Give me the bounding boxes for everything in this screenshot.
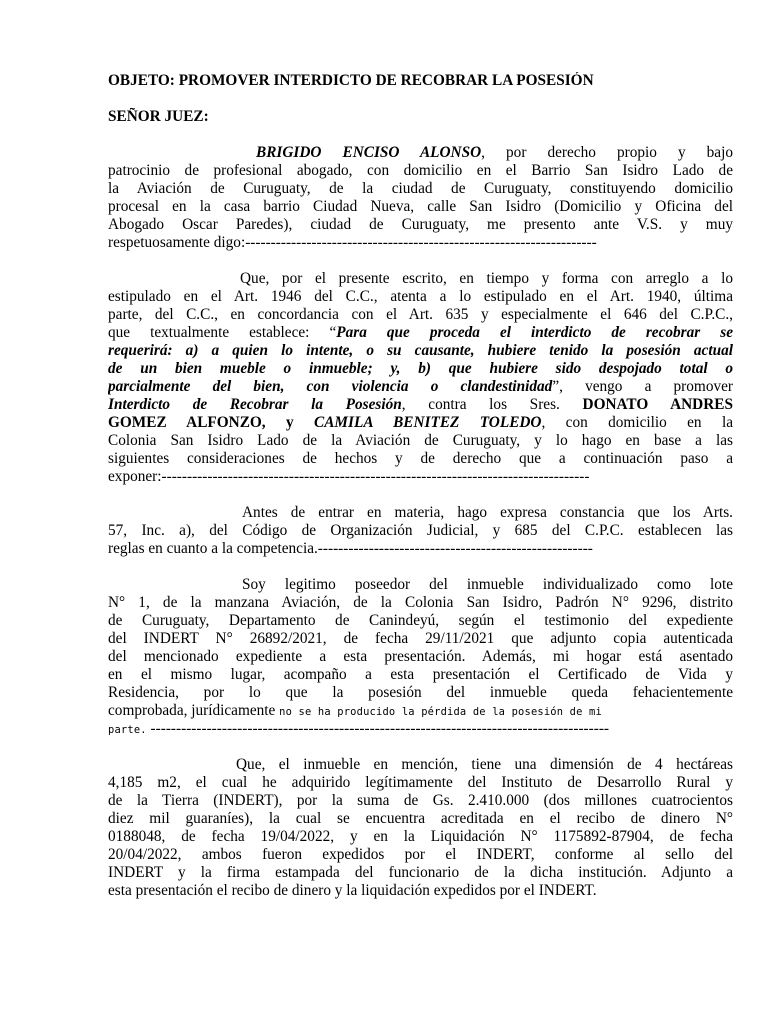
p5-line-7: INDERT y la firma estampada del funcionario de la dicha institución. Adjunto a	[108, 864, 733, 881]
p5-line-2: 4,185 m2, el cual he adquirido legítimamente del Instituto de Desarrollo Rural y	[108, 774, 733, 791]
judge-salutation: SEÑOR JUEZ:	[108, 108, 209, 125]
p1-line-3: la Aviación de Curuguaty, de la ciudad de Curuguaty, constituyendo domicilio	[108, 180, 733, 197]
petitioner-name: BRIGIDO ENCISO ALONSO	[256, 144, 482, 161]
action-title: Interdicto de Recobrar la Posesión	[108, 396, 402, 413]
legal-quote: Para que proceda el interdicto de recobrar se	[336, 324, 733, 341]
p2-line-8: Interdicto de Recobrar la Posesión, contra los Sres. DONATO ANDRES	[108, 396, 733, 413]
p4-line-5: del mencionado expediente a esta presentación. Además, mi hogar está asentado	[108, 648, 733, 665]
p4-line-4: del INDERT N° 26892/2021, de fecha 29/11/2021 que adjunto copia autenticada	[108, 630, 733, 647]
p4-line-9: parte. ------------------------------------------------------------------------------------------	[108, 720, 610, 737]
p5-line-3: de la Tierra (INDERT), por la suma de Gs. 2.410.000 (dos millones cuatrocientos	[108, 792, 733, 809]
p2-line-9: GOMEZ ALFONZO, y CAMILA BENITEZ TOLEDO, con domicilio en la	[108, 414, 733, 431]
p5-line-8: esta presentación el recibo de dinero y la liquidación expedidos por el INDERT.	[108, 882, 597, 899]
p4-line-8: comprobada, jurídicamente no se ha producido la pérdida de la posesión de mi	[108, 702, 602, 719]
p4-line-1: Soy legitimo poseedor del inmueble individualizado como lote	[242, 576, 733, 593]
p5-line-4: diez mil guaraníes), la cual se encuentra acreditada en el recibo de dinero N°	[108, 810, 733, 827]
p1-line-5: Abogado Oscar Paredes), ciudad de Curuguaty, me presento ante V.S. y muy	[108, 216, 733, 233]
defendant-name-2: CAMILA BENITEZ TOLEDO	[314, 414, 542, 431]
p5-line-1: Que, el inmueble en mención, tiene una dimensión de 4 hectáreas	[236, 756, 733, 773]
small-font-text: no se ha producido la pérdida de la posesión de mi	[279, 706, 602, 718]
p2-line-7: parcialmente del bien, con violencia o clandestinidad”, vengo a promover	[108, 378, 733, 395]
defendant-name-1: DONATO ANDRES	[582, 396, 733, 413]
p1-line-1: BRIGIDO ENCISO ALONSO, por derecho propio y bajo	[256, 144, 733, 161]
p2-line-3: parte, del C.C., en concordancia con el Art. 635 y especialmente el 646 del C.P.C.,	[108, 306, 733, 323]
p4-line-3: de Curuguaty, Departamento de Canindeyú, según el testimonio del expediente	[108, 612, 733, 629]
p2-line-6: de un bien mueble o inmueble; y, b) que hubiere sido despojado total o	[108, 360, 733, 377]
document-objeto-heading: OBJETO: PROMOVER INTERDICTO DE RECOBRAR LA POSESIÓN	[108, 72, 594, 89]
p2-line-2: estipulado en el Art. 1946 del C.C., atenta a lo estipulado en el Art. 1940, última	[108, 288, 733, 305]
p2-line-4: que textualmente establece: “Para que proceda el interdicto de recobrar se	[108, 324, 733, 341]
p2-line-10: Colonia San Isidro Lado de la Aviación de Curuguaty, y lo hago en base a las	[108, 432, 733, 449]
p1-line-6: respetuosamente digo:---------------------------------------------------------------------	[108, 234, 597, 251]
p5-line-5: 0188048, de fecha 19/04/2022, y en la Liquidación N° 1175892-87904, de fecha	[108, 828, 733, 845]
p2-line-11: siguientes consideraciones de hechos y de derecho que a continuación paso a	[108, 450, 733, 467]
p2-line-12: exponer:------------------------------------------------------------------------------------	[108, 468, 590, 485]
p3-line-3: reglas en cuanto a la competencia.------------------------------------------------------	[108, 540, 593, 557]
p4-line-6: en el mismo lugar, acompaño a esta presentación el Certificado de Vida y	[108, 666, 733, 683]
p1-line-2: patrocinio de profesional abogado, con domicilio en el Barrio San Isidro Lado de	[108, 162, 733, 179]
p3-line-2: 57, Inc. a), del Código de Organización Judicial, y 685 del C.P.C. establecen las	[108, 522, 733, 539]
p1-line-4: procesal en la casa barrio Ciudad Nueva, calle San Isidro (Domicilio y Oficina del	[108, 198, 733, 215]
p3-line-1: Antes de entrar en materia, hago expresa constancia que los Arts.	[242, 504, 733, 521]
p2-line-5: requerirá: a) a quien lo intente, o su causante, hubiere tenido la posesión actual	[108, 342, 733, 359]
p2-line-1: Que, por el presente escrito, en tiempo y forma con arreglo a lo	[240, 270, 733, 287]
p4-line-2: N° 1, de la manzana Aviación, de la Colonia San Isidro, Padrón N° 9296, distrito	[108, 594, 733, 611]
p5-line-6: 20/04/2022, ambos fueron expedidos por el INDERT, conforme al sello del	[108, 846, 733, 863]
p4-line-7: Residencia, por lo que la posesión del inmueble queda fehacientemente	[108, 684, 733, 701]
